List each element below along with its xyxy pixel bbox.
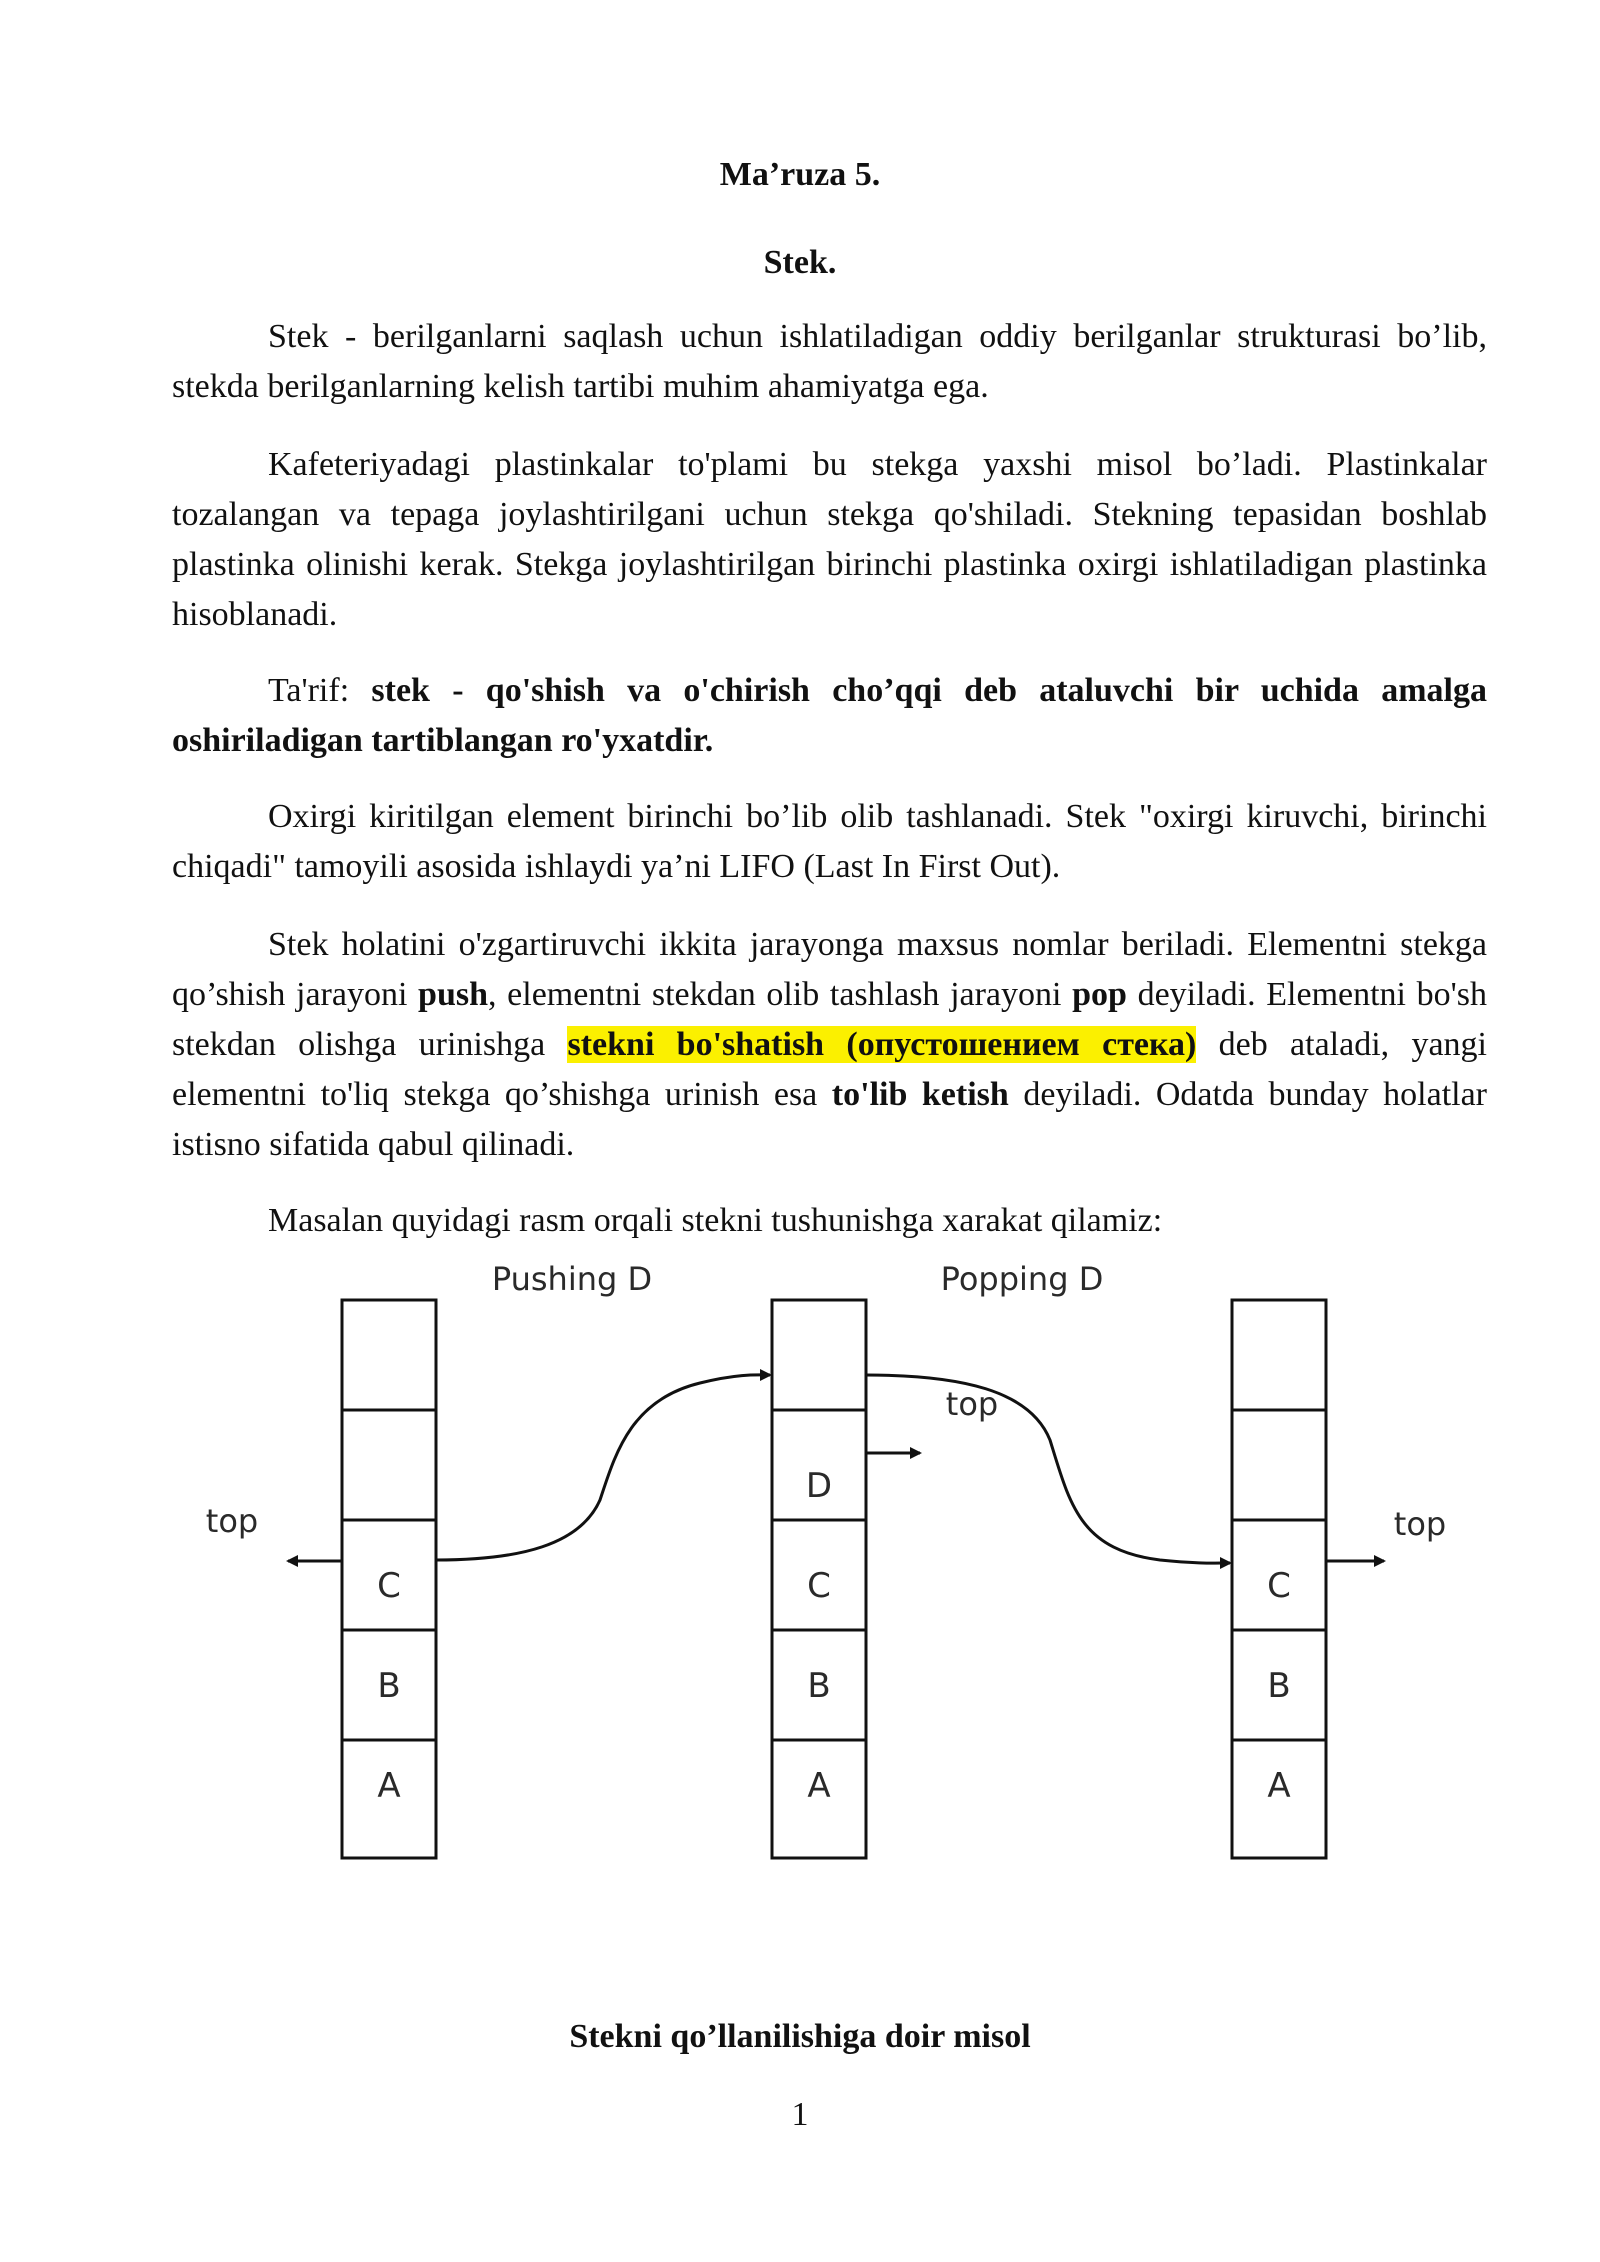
left-stack-cell-a: A (377, 1766, 401, 1806)
popping-d-label: Popping D (940, 1260, 1104, 1298)
push-term: push (418, 976, 489, 1013)
overflow-term: to'lib ketish (831, 1076, 1009, 1113)
lecture-title: Ma’ruza 5. (719, 156, 881, 193)
highlighted-underflow-term: stekni bo'shatish (опустошением стека) (567, 1026, 1197, 1063)
top-label-middle: top (945, 1385, 999, 1423)
top-label-left: top (205, 1502, 259, 1540)
push-pop-text-4: deb ataladi, yangi elementni to'liq stekga qo’shishga urinish esa (172, 1026, 1487, 1113)
paragraph-definition-intro: Stek - berilganlarni saqlash uchun ishlatiladigan oddiy berilganlar strukturasi bo’lib, stekda berilganlarning kelish tartibi muhim ahamiyatga ega. (172, 318, 1487, 405)
pop-transition-arrow (866, 1375, 1230, 1563)
pop-term: pop (1072, 976, 1127, 1013)
push-pop-text-1: Stek holatini o'zgartiruvchi ikkita jarayonga maxsus nomlar beriladi. Elementni stekga qo’shish jarayoni (172, 926, 1487, 1013)
top-label-right: top (1393, 1505, 1447, 1543)
subheading-stack-application: Stekni qo’llanilishiga doir misol (569, 2018, 1031, 2055)
paragraph-lifo: Oxirgi kiritilgan element birinchi bo’lib olib tashlanadi. Stek "oxirgi kiruvchi, birinchi chiqadi" tamoyili asosida ishlaydi ya’ni LIFO (Last In First Out). (172, 798, 1487, 885)
paragraph-cafeteria-example: Kafeteriyadagi plastinkalar to'plami bu stekga yaxshi misol bo’ladi. Plastinkalar tozalangan va tepaga joylashtirilgani uchun stekga qo'shiladi. Stekning tepasidan boshlab plastinka olinishi kerak. Stekga joylashtirilgan birinchi plastinka oxirgi ishlatiladigan plastinka hisoblanadi. (172, 446, 1487, 633)
right-stack-cell-c: C (1267, 1566, 1291, 1606)
page-number: 1 (791, 2096, 809, 2133)
push-transition-arrow (436, 1375, 770, 1560)
push-pop-text-2: , elementni stekdan olib tashlash jarayoni (488, 976, 1073, 1013)
paragraph-push-pop (172, 920, 1487, 1170)
definition-text: stek - qo'shish va o'chirish cho’qqi deb ataluvchi bir uchida amalga oshiriladigan tartiblangan ro'yxatdir. (172, 672, 1487, 759)
pushing-d-label: Pushing D (491, 1260, 653, 1298)
middle-stack-cell-b: B (807, 1666, 831, 1706)
right-stack-cell-b: B (1267, 1666, 1291, 1706)
paragraph-diagram-intro: Masalan quyidagi rasm orqali stekni tushunishga xarakat qilamiz: (268, 1202, 1163, 1239)
push-pop-text-5: deyiladi. Odatda bunday holatlar istisno sifatida qabul qilinadi. (172, 1076, 1488, 1163)
left-stack-cell-b: B (377, 1666, 401, 1706)
stack-push-pop-diagram (0, 1255, 1600, 1895)
middle-stack-cell-c: C (807, 1566, 831, 1606)
left-stack-cell-c: C (377, 1566, 401, 1606)
topic-title: Stek. (763, 244, 837, 281)
middle-stack-cell-d: D (805, 1466, 833, 1506)
paragraph-formal-definition (172, 666, 1487, 766)
definition-prefix: Ta'rif: (268, 672, 372, 709)
right-stack-cell-a: A (1267, 1766, 1291, 1806)
middle-stack-cell-a: A (807, 1766, 831, 1806)
push-pop-text-3: deyiladi. Elementni bo'sh stekdan olishga urinishga (172, 976, 1487, 1063)
